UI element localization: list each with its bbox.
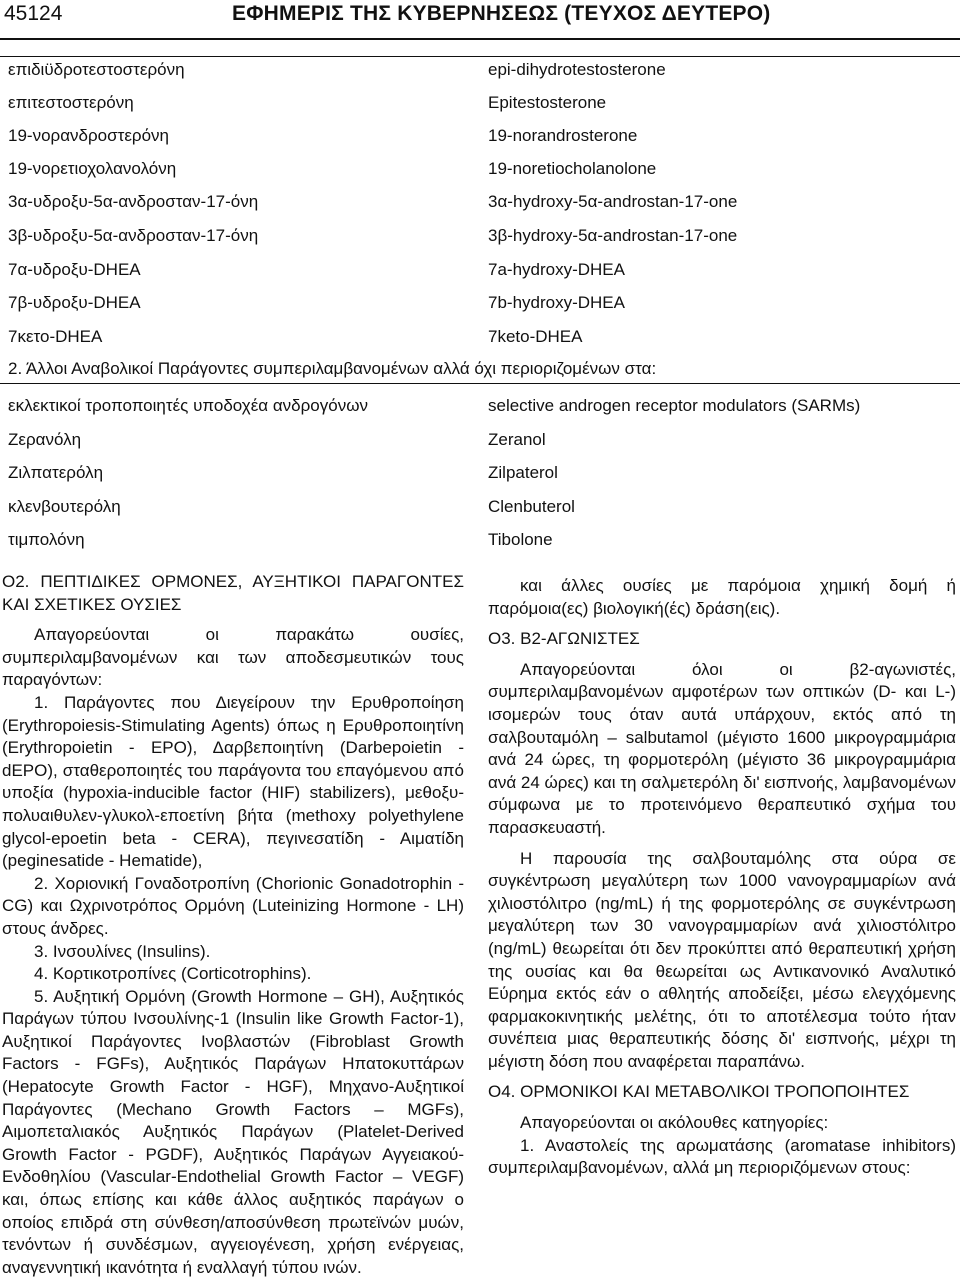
section-o2-item-1: 1. Παράγοντες που Διεγείρουν την Ερυθροποίηση (Erythropoiesis-Stimulating Agents) όπως η Ερυθροποιητίνη (Erythropoietin - EPO), Δαρβεποιητίνη (Darbepoietin - dEPO), σταθεροποιητές του παράγοντα του επαγόμενου από υποξία (hypoxia-inducible factor (HIF) stabilizers), μεθοξυ-πολυαιθυλεν-γλυκολ-εποετίνη βήτα (methoxy polyethylene glycol-epoetin beta - CERA), πεγινεσατίδη - Αιματίδη (peginesatide - Hematide),	[2, 692, 464, 871]
greek-name: τιμπολόνη	[8, 530, 85, 549]
english-name: epi-dihydrotestosterone	[488, 60, 666, 79]
english-name: 7a-hydroxy-DHEA	[488, 260, 625, 279]
gazette-title: ΕΦΗΜΕΡΙΣ ΤΗΣ ΚΥΒΕΡΝΗΣΕΩΣ (ΤΕΥΧΟΣ ΔΕΥΤΕΡΟ)	[232, 2, 771, 25]
table-border-top	[0, 56, 960, 57]
english-name: 3α-hydroxy-5α-androstan-17-one	[488, 192, 738, 211]
greek-name: εκλεκτικοί τροποποιητές υποδοχέα ανδρογόνων	[8, 396, 368, 415]
english-name: Epitestosterone	[488, 93, 607, 112]
table-divider	[0, 383, 960, 384]
page-number: 45124	[4, 2, 63, 25]
greek-name: Ζερανόλη	[8, 430, 82, 449]
english-name: Zeranol	[488, 430, 546, 449]
english-name: Clenbuterol	[488, 497, 575, 516]
english-name: 19-noretiocholanolone	[488, 159, 657, 178]
greek-name: κλενβουτερόλη	[8, 497, 121, 516]
section-o2-heading: Ο2. ΠΕΠΤΙΔΙΚΕΣ ΟΡΜΟΝΕΣ, ΑΥΞΗΤΙΚΟΙ ΠΑΡΑΓΟΝΤΕΣ ΚΑΙ ΣΧΕΤΙΚΕΣ ΟΥΣΙΕΣ	[2, 572, 464, 614]
english-name: Zilpaterol	[488, 463, 558, 482]
section-o2-item-3: 3. Ινσουλίνες (Insulins).	[34, 941, 211, 961]
greek-name: Ζιλπατερόλη	[8, 463, 104, 482]
section-o2-item-2: 2. Χοριονική Γοναδοτροπίνη (Chorionic Gonadotrophin - CG) και Ωχρινοτρόπος Ορμόνη (Luteinizing Hormone - LH) στους άνδρες.	[2, 873, 464, 938]
english-name: 7keto-DHEA	[488, 327, 583, 346]
section-o3-paragraph-2: Η παρουσία της σαλβουταμόλης στα ούρα σε συγκέντρωση μεγαλύτερη των 1000 νανογραμμαρίων ανά χιλιοστόλιτρο (ng/mL) ή της φορμοτερόλης σε συγκέντρωση μεγαλύτερη των 30 νανογραμμαρίων ανά χιλιοστόλιτρο (ng/mL) θεωρείται ότι δεν προκύπτει από θεραπευτική χρήση της ουσίας και θα θεωρείται ως Αντικανονικό Αναλυτικό Εύρημα εκτός εάν ο αθλητής αποδείξει, μέσω ελεγχόμενης φαρμακοκινητικής μελέτης, ότι το αποτέλεσμα τούτο ήταν συνέπεια μιας θεραπευτικής δόσης δι' εισπνοής, μέχρι τη μέγιστη δόση που αναφέρεται παραπάνω.	[488, 848, 956, 1071]
greek-name: 3β-υδροξυ-5α-ανδροσταν-17-όνη	[8, 226, 259, 245]
left-column	[2, 571, 464, 1279]
section-o2-item-4: 4. Κορτικοτροπίνες (Corticotrophins).	[34, 964, 312, 984]
header-rule	[0, 38, 960, 40]
greek-name: επιτεστοστερόνη	[8, 93, 134, 112]
english-name: 7b-hydroxy-DHEA	[488, 293, 625, 312]
greek-name: 3α-υδροξυ-5α-ανδροσταν-17-όνη	[8, 192, 259, 211]
section-o3-heading: Ο3. Β2-ΑΓΩΝΙΣΤΕΣ	[488, 629, 640, 649]
substances-table	[0, 56, 960, 556]
section-o3-paragraph-1: Απαγορεύονται όλοι οι β2-αγωνιστές, συμπεριλαμβανομένων αμφοτέρων των οπτικών (D- και L-) ισομερών τους όταν αυτά υπάρχουν, εκτός από τη σαλβουταμόλη – salbutamol (μέγιστο 1600 μικρογραμμάρια ανά 24 ώρες, τη φορμοτερόλη (μέγιστο 36 μικρογραμμάρια ανά 24 ώρες) και τη σαλμετερόλη δι' εισπνοής, λαμβανομένων σύμφωνα με το προτεινόμενο θεραπευτικό σχήμα του παρασκευαστή.	[488, 659, 956, 837]
right-column	[488, 575, 956, 1180]
section-o2-item-5: 5. Αυξητική Ορμόνη (Growth Hormone – GH), Αυξητικός Παράγων τύπου Ινσουλίνης-1 (Insulin like Growth Factor-1), Αυξητικοί Παράγοντες Ινοβλαστών (Fibroblast Growth Factors - FGFs), Αυξητικός Παράγων Ηπατοκυττάρων (Hepatocyte Growth Factor - HGF), Μηχανο-Αυξητικοί Παράγοντες (Mechano Growth Factors – MGFs), Αιμοπεταλιακός Αυξητικός Παράγων (Platelet-Derived Growth Factor - PGDF), Αυξητικός Παράγων Αγγειακού-Ενδοθηλίου (Vascular-Endothelial Growth Factor – VEGF) και, όπως επίσης και κάθε άλλος αυξητικός παράγων ο οποίος επιδρά στη σύνθεση/αποσύνθεση πρωτεϊνών μυών, τενόντων ή συνδέσμων, αγγειογένεση, χρήση ενέργειας, αναγεννητική ικανότητα ή εναλλαγή τύπου ινών.	[2, 986, 464, 1277]
english-name: 3β-hydroxy-5α-androstan-17-one	[488, 226, 738, 245]
section-o4-item-1: 1. Αναστολείς της αρωματάσης (aromatase inhibitors) συμπεριλαμβανομένων, αλλά μη περιοριζόμενων στους:	[488, 1135, 956, 1178]
section2-title: 2. Άλλοι Αναβολικοί Παράγοντες συμπεριλαμβανομένων αλλά όχι περιοριζομένων στα:	[8, 359, 657, 378]
greek-name: επιδιϋδροτεστοστερόνη	[8, 60, 185, 79]
greek-name: 19-νορανδροστερόνη	[8, 126, 169, 145]
english-name: selective androgen receptor modulators (SARMs)	[488, 396, 861, 415]
greek-name: 7β-υδροξυ-DHEA	[8, 293, 141, 312]
greek-name: 19-νορετιοχολανολόνη	[8, 159, 177, 178]
section-o4-intro: Απαγορεύονται οι ακόλουθες κατηγορίες:	[520, 1113, 829, 1133]
english-name: Tibolone	[488, 530, 553, 549]
greek-name: 7α-υδροξυ-DHEA	[8, 260, 141, 279]
greek-name: 7κετο-DHEA	[8, 327, 103, 346]
english-name: 19-norandrosterone	[488, 126, 638, 145]
section-o4-heading: Ο4. ΟΡΜΟΝΙΚΟΙ ΚΑΙ ΜΕΤΑΒΟΛΙΚΟΙ ΤΡΟΠΟΠΟΙΗΤΕΣ	[488, 1082, 910, 1102]
section-o2-intro: Απαγορεύονται οι παρακάτω ουσίες, συμπεριλαμβανομένων και των αποδεσμευτικών τους παραγόντων:	[2, 625, 464, 690]
section-o2-continuation: και άλλες ουσίες με παρόμοια χημική δομή ή παρόμοια(ες) βιολογική(ές) δράση(εις).	[488, 576, 956, 618]
page-header	[0, 0, 960, 40]
